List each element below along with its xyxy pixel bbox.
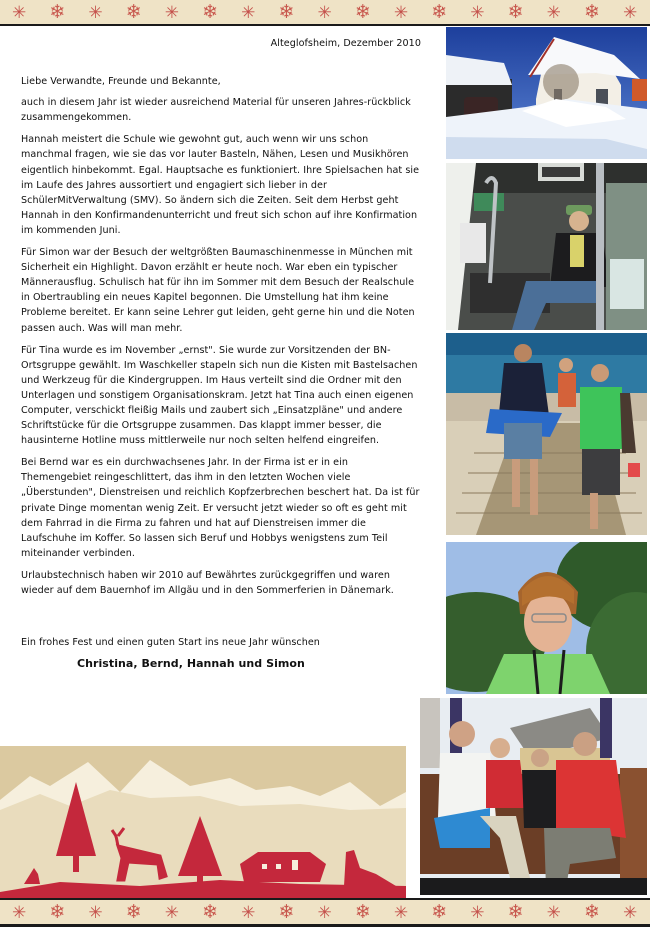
place-date: Alteglofsheim, Dezember 2010 xyxy=(270,38,421,49)
snowflake-icon: ✳ xyxy=(622,3,638,23)
snowflake-icon: ❄ xyxy=(125,901,142,923)
snowflake-icon: ✳ xyxy=(393,3,409,23)
snowflake-icon: ❄ xyxy=(49,1,66,23)
snowflake-icon: ✳ xyxy=(622,903,638,923)
paragraph-vacation: Urlaubstechnisch haben wir 2010 auf Bewährtes zurückgegriffen und waren wieder auf dem Bauernhof im Allgäu und in den Sommerferien in Dänemark. xyxy=(21,569,394,596)
snowflake-icon: ❄ xyxy=(583,901,600,923)
snowflake-icon: ✳ xyxy=(470,903,485,923)
border-divider xyxy=(0,24,650,26)
snowflake-icon: ❄ xyxy=(507,901,524,923)
letter-body xyxy=(21,30,421,671)
paragraph-bernd: Bei Bernd war es ein durchwachsenes Jahr. In der Firma ist er in ein Themengebiet reingeschlittert, das ihm in den letzten Wochen viele „Überstunden", Dienstreisen und reichlich Kopfzerbrechen beschert hat. Da ist für private Dinge momentan wenig Zeit. Er versucht jetzt wieder so oft es geht mit dem Fahrrad in die Firma zu fahren und hat auf Dienstreisen immer die Laufschuhe im Koffer. So lassen sich Beruf und Hobbys wenigstens zum Teil miteinander verbinden. xyxy=(21,457,420,559)
cabin-icon xyxy=(240,852,326,882)
snowflake-icon: ❄ xyxy=(202,901,218,923)
snowflake-icon: ✳ xyxy=(393,903,409,923)
snowflake-icon: ❄ xyxy=(583,1,600,23)
snowflake-icon: ❄ xyxy=(507,1,524,23)
snowflake-icon: ❄ xyxy=(431,901,448,923)
paragraph-simon: Für Simon war der Besuch der weltgrößten Baumaschinenmesse in München mit Sicherheit ein Highlight. Davon erzählt er heute noch. War eben ein typischer Männerausflug. Schulisch hat für ihn im Sommer mit dem Besuch der Realschule in Obertraubling ein neues Kapitel begonnen. Die Umstellung hat ihm keine Probleme bereitet. Er kann seine Lehrer gut leiden, geht gerne hin und die Noten passen auch. Was will man mehr. xyxy=(21,247,415,334)
snowflake-icon: ✳ xyxy=(88,3,103,23)
snowflake-icon: ❄ xyxy=(49,901,66,923)
closing-line: Ein frohes Fest und einen guten Start ins neue Jahr wünschen xyxy=(21,637,320,649)
snowflake-border-top xyxy=(0,0,650,24)
snowflake-icon: ✳ xyxy=(317,3,332,23)
snowflake-icon: ✳ xyxy=(11,903,27,923)
snowflake-icon: ❄ xyxy=(125,1,142,23)
snowflake-icon: ❄ xyxy=(278,1,295,23)
snowflake-icon: ✳ xyxy=(546,903,561,923)
paragraph-hannah: Hannah meistert die Schule wie gewohnt gut, auch wenn wir uns schon manchmal fragen, wie sie das vor lauter Basteln, Nähen, Lesen und Musikhören eigentlich hinbekommt. Egal. Hauptsache es funktioniert. Ihre Spielsachen hat sie im Laufe des Jahres aussortiert und engagiert sich lieber in der SchülerMitVerwaltung (SMV). So ändern sich die Zeiten. Seit dem Herbst geht Hannah in den Konfirmandenunterricht und freut sich schon auf ihre Konfirmation im kommenden Juni. xyxy=(21,134,420,236)
snowflake-icon: ❄ xyxy=(354,1,371,23)
photo-family-on-bench xyxy=(420,698,647,895)
snowflake-icon: ✳ xyxy=(11,3,27,23)
salutation: Liebe Verwandte, Freunde und Bekannte, xyxy=(21,76,221,88)
photo-boy-in-excavator xyxy=(446,163,647,330)
photo-beach-walk xyxy=(446,333,647,535)
snowflake-icon: ❄ xyxy=(202,1,218,23)
snowflake-icon: ❄ xyxy=(431,1,448,23)
snowflake-icon: ✳ xyxy=(164,903,179,923)
snowflake-icon: ❄ xyxy=(354,901,371,923)
snowflake-icon: ✳ xyxy=(241,3,256,23)
photo-snow-house xyxy=(446,27,647,159)
alpine-silhouette-illustration xyxy=(0,746,406,900)
snowflake-icon: ✳ xyxy=(164,3,179,23)
snowflake-icon: ✳ xyxy=(546,3,561,23)
paragraph-intro: auch in diesem Jahr ist wieder ausreichend Material für unseren Jahres-rückblick zusammengekommen. xyxy=(21,97,411,124)
snowflake-icon: ✳ xyxy=(317,903,332,923)
snowflake-border-bottom xyxy=(0,900,650,924)
paragraph-tina: Für Tina wurde es im November „ernst". Sie wurde zur Vorsitzenden der BN-Ortsgruppe gewählt. Im Waschkeller stapeln sich nun die Kisten mit Bastelsachen und Werkzeug für die Kindergruppen. Im Haus verteilt sind die Ordner mit den Unterlagen und sonstigem Organisationskram. Jetzt hat Tina auch einen eigenen Computer, verschickt fleißig Mails und zaubert sich „Einsatzpläne" und andere Schriftstücke für die Ortsgruppe zusammen. Das klappt immer besser, die hausinterne Hotline muss mittlerweile nur noch selten helfend eingreifen. xyxy=(21,344,418,447)
snowflake-icon: ❄ xyxy=(278,901,295,923)
snowflake-icon: ✳ xyxy=(470,3,485,23)
snowflake-icon: ✳ xyxy=(88,903,103,923)
photo-girl-portrait xyxy=(446,542,647,694)
signature: Christina, Bernd, Hannah und Simon xyxy=(77,657,305,671)
snowflake-icon: ✳ xyxy=(241,903,256,923)
